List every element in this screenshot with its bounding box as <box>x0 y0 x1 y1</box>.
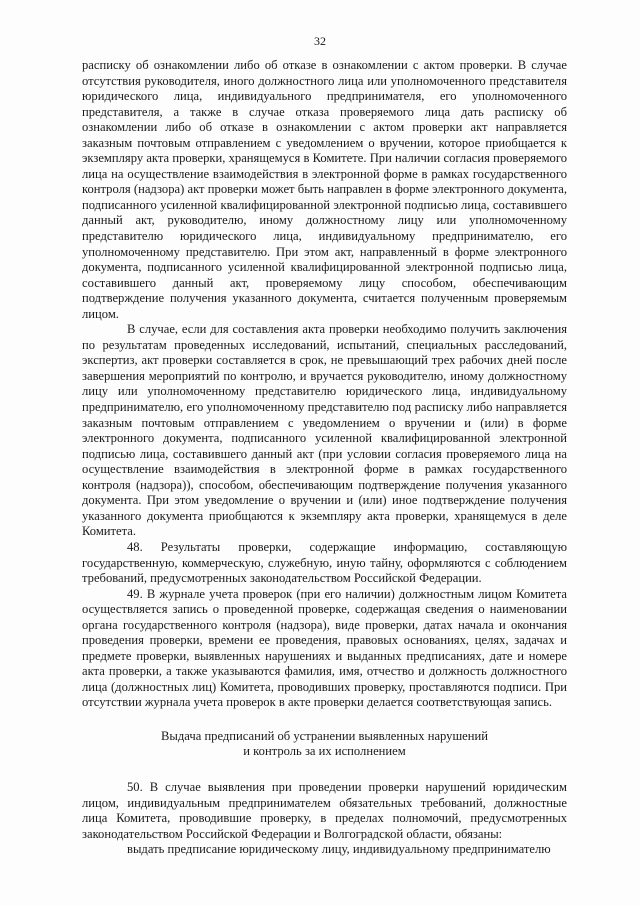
page-number: 32 <box>314 34 326 48</box>
section-heading-line-1: Выдача предписаний об устранении выявленных нарушений <box>161 728 488 743</box>
document-body <box>82 58 567 858</box>
paragraph-48-secrets: 48. Результаты проверки, содержащие информацию, составляющую государственную, коммерческую, служебную, иную тайну, оформляются с соблюдением требований, предусмотренных законодательством Российской Федерации. <box>82 539 567 586</box>
paragraph-issue-order: выдать предписание юридическому лицу, индивидуальному предпринимателю <box>127 842 551 857</box>
section-heading <box>82 729 567 760</box>
paragraph-expertise-case: В случае, если для составления акта проверки необходимо получить заключения по результатам проведенных исследований, испытаний, специальных расследований, экспертиз, акт проверки составляется в срок, не превышающий трех рабочих дней после завершения мероприятий по контролю, и вручается руководителю, иному должностному лицу или уполномоченному представителю юридического лица, индивидуальному предпринимателю, его уполномоченному представителю под расписку либо направляется заказным почтовым отправлением с уведомлением о вручении и (или) в форме электронного документа, подписанного усиленной квалифицированной электронной подписью лица, составившего данный акт (при условии согласия проверяемого лица на осуществление взаимодействия в электронной форме в рамках государственного контроля (надзора)), способом, обеспечивающим подтверждение получения указанного документа. При этом уведомление о вручении и (или) иное подтверждение получения указанного документа приобщаются к экземпляру акта проверки, хранящемуся в деле Комитета. <box>82 322 567 539</box>
paragraph-49-journal: 49. В журнале учета проверок (при его наличии) должностным лицом Комитета осуществляется запись о проведенной проверке, содержащая сведения о наименовании органа государственного контроля (надзора), виде проверки, датах начала и окончания проведения проверки, времени ее проведения, правовых основаниях, целях, задачах и предмете проверки, выявленных нарушениях и выданных предписаниях, дате и номере акта проверки, а также указываются фамилия, имя, отчество и должность должностного лица (должностных лиц) Комитета, проводивших проверку, проставляются подписи. При отсутствии журнала учета проверок в акте проверки делается соответствующая запись. <box>82 586 567 710</box>
paragraph-50-violations: 50. В случае выявления при проведении проверки нарушений юридическим лицом, индивидуальным предпринимателем обязательных требований, должностные лица Комитета, проводившие проверку, в пределах полномочий, предусмотренных законодательством Российской Федерации и Волгоградской области, обязаны: <box>82 779 567 841</box>
paragraph-act-delivery: расписку об ознакомлении либо об отказе в ознакомлении с актом проверки. В случае отсутствия руководителя, иного должностного лица или уполномоченного представителя юридического лица, индивидуального предпринимателя, его уполномоченного представителя, а также в случае отказа проверяемого лица дать расписку об ознакомлении либо об отказе в ознакомлении с актом проверки акт направляется заказным почтовым отправлением с уведомлением о вручении, которое приобщается к экземпляру акта проверки, хранящемуся в Комитете. При наличии согласия проверяемого лица на осуществление взаимодействия в электронной форме в рамках государственного контроля (надзора) акт проверки может быть направлен в форме электронного документа, подписанного усиленной квалифицированной электронной подписью лица, составившего данный акт, руководителю, иному должностному лицу или уполномоченному представителю юридического лица, индивидуальному предпринимателю, его уполномоченному представителю. При этом акт, направленный в форме электронного документа, подписанного усиленной квалифицированной электронной подписью лица, составившего данный акт, проверяемому лицу способом, обеспечивающим подтверждение получения указанного документа, считается полученным проверяемым лицом. <box>82 58 567 321</box>
section-heading-line-2: и контроль за их исполнением <box>243 744 406 759</box>
